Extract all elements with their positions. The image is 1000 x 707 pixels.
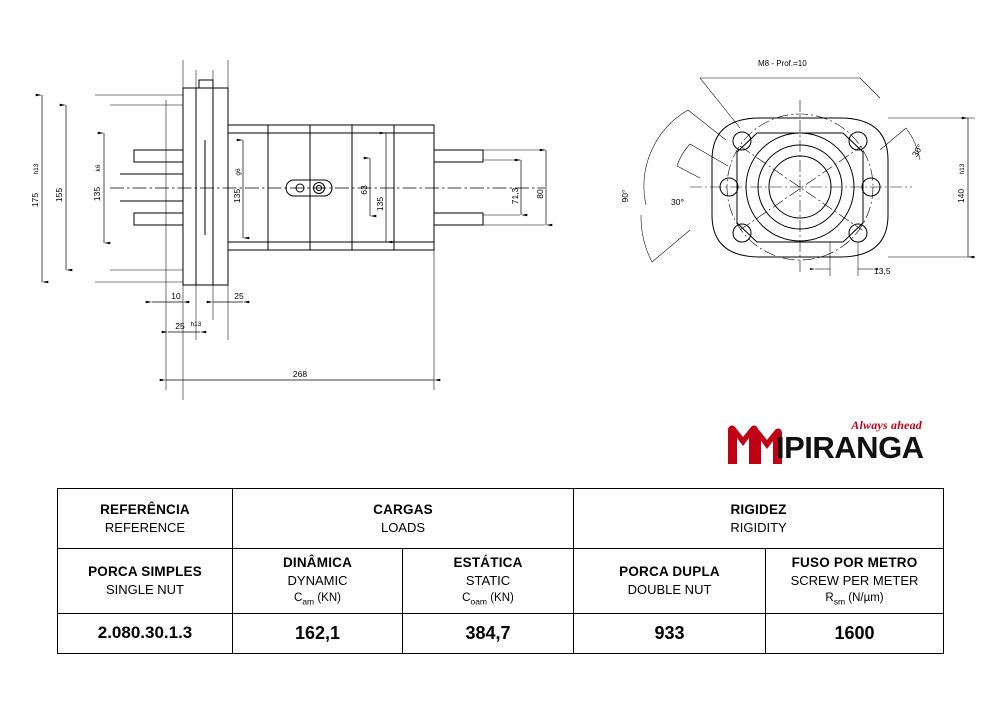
column-header-single-nut-pt: PORCA SIMPLES	[88, 564, 202, 580]
ipiranga-mark-icon	[726, 424, 782, 466]
column-header-screw-per-meter-en: SCREW PER METER	[790, 573, 919, 589]
group-header-loads	[233, 489, 574, 549]
group-header-loads-pt: CARGAS	[373, 501, 433, 517]
value-screw-per-meter: 1600	[766, 613, 944, 653]
svg-text:135: 135	[375, 196, 385, 212]
value-reference: 2.080.30.1.3	[58, 613, 233, 653]
right-view-leaders	[641, 78, 975, 276]
column-header-double-nut-en: DOUBLE NUT	[627, 582, 712, 598]
logo-wordmark: IPIRANGA	[776, 430, 924, 465]
column-header-static	[403, 549, 574, 614]
group-header-loads-en: LOADS	[380, 519, 426, 535]
column-header-screw-per-meter	[766, 549, 944, 614]
svg-text:25: 25	[175, 321, 185, 331]
column-header-double-nut-pt: PORCA DUPLA	[619, 564, 720, 580]
group-header-rigidity	[574, 489, 944, 549]
table-column-header-row	[58, 549, 944, 614]
column-header-dynamic-unit: $C_{am}$ (KN)	[294, 591, 341, 607]
svg-text:g6: g6	[235, 168, 242, 176]
column-header-single-nut	[58, 549, 233, 614]
column-header-screw-per-meter-pt: FUSO POR METRO	[791, 555, 918, 570]
column-header-dynamic-en: DYNAMIC	[287, 573, 348, 589]
table-row	[58, 613, 944, 653]
left-view-geometry	[120, 80, 483, 285]
svg-text:268: 268	[292, 369, 308, 379]
svg-text:80: 80	[535, 189, 545, 199]
column-header-screw-per-meter-unit: $R_{sm}$ (N/µm)	[825, 591, 884, 607]
svg-text:71,3: 71,3	[510, 187, 520, 205]
logo-tagline: Always ahead	[851, 418, 922, 432]
group-header-reference	[58, 489, 233, 549]
svg-text:13,5: 13,5	[874, 266, 891, 276]
svg-text:h13: h13	[33, 163, 40, 175]
specification-table	[57, 488, 944, 654]
svg-text:175: 175	[30, 192, 40, 208]
left-view-dimension-labels	[30, 163, 545, 379]
left-view-dimension-arrows	[42, 95, 546, 380]
group-header-reference-pt: REFERÊNCIA	[100, 501, 190, 517]
column-header-static-pt: ESTÁTICA	[453, 555, 523, 570]
svg-text:90°: 90°	[620, 189, 630, 203]
svg-text:25: 25	[234, 291, 244, 301]
svg-text:140: 140	[956, 188, 966, 204]
group-header-rigidity-en: RIGIDITY	[730, 519, 787, 535]
value-double-nut: 933	[574, 613, 766, 653]
group-header-rigidity-pt: RIGIDEZ	[730, 501, 787, 517]
value-static: 384,7	[403, 613, 574, 653]
column-header-static-en: STATIC	[465, 573, 511, 589]
table-group-header-row	[58, 489, 944, 549]
column-header-single-nut-en: SINGLE NUT	[105, 582, 184, 598]
value-dynamic: 162,1	[233, 613, 403, 653]
column-header-dynamic-pt: DINÂMICA	[282, 555, 353, 570]
column-header-double-nut	[574, 549, 766, 614]
left-view-extension-lines	[95, 60, 545, 400]
svg-text:M8 - Prof.=10: M8 - Prof.=10	[758, 59, 807, 68]
svg-text:h13: h13	[190, 321, 202, 328]
brand-logo	[722, 412, 922, 474]
svg-text:h13: h13	[959, 163, 966, 175]
svg-text:k6: k6	[95, 164, 102, 172]
svg-text:10: 10	[171, 291, 181, 301]
svg-text:155: 155	[54, 187, 64, 203]
svg-text:30°: 30°	[671, 197, 684, 207]
svg-text:135: 135	[92, 186, 102, 202]
svg-text:63: 63	[359, 185, 369, 195]
group-header-reference-en: REFERENCE	[104, 519, 186, 535]
svg-text:135: 135	[232, 188, 242, 204]
right-view-dimension-labels	[620, 59, 966, 276]
column-header-dynamic	[233, 549, 403, 614]
column-header-static-unit: $C_{oam}$ (KN)	[462, 591, 514, 607]
svg-text:30°: 30°	[909, 142, 925, 159]
